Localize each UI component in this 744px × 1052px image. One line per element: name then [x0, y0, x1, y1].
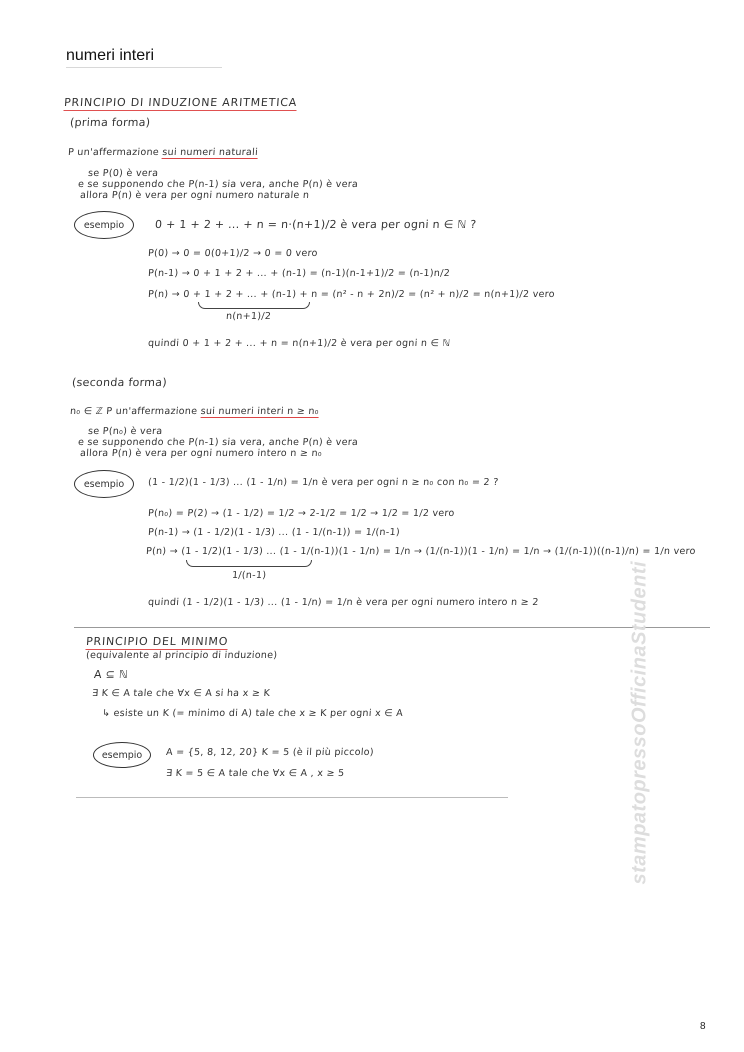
section2-line: allora P(n) è vera per ogni numero intero n ≥ n₀: [79, 448, 323, 459]
conclusion: quindi (1 - 1/2)(1 - 1/3) ... (1 - 1/n) = 1/n è vera per ogni numero intero n ≥ 2: [147, 597, 539, 608]
example-line: ∃ K = 5 ∈ A tale che ∀x ∈ A , x ≥ 5: [165, 768, 345, 779]
example-badge: esempio: [74, 211, 134, 239]
underbrace: [198, 302, 310, 309]
watermark-text: stampatopressoOfficinaStudenti: [628, 560, 651, 885]
example-badge: esempio: [74, 470, 134, 498]
proof-step: P(n₀) = P(2) → (1 - 1/2) = 1/2 → 2-1/2 = 1/2 → 1/2 = 1/2 vero: [147, 508, 455, 519]
brace-note: n(n+1)/2: [225, 311, 272, 322]
section-divider: [74, 627, 710, 628]
section2-intro-prefix: n₀ ∈ ℤ P un'affermazione: [69, 406, 198, 417]
section2-intro: [70, 406, 320, 417]
section2-line: e se supponendo che P(n-1) sia vera, anche P(n) è vera: [77, 437, 359, 448]
section3-line: A ⊆ ℕ: [93, 668, 129, 681]
section1-heading: PRINCIPIO DI INDUZIONE ARITMETICA: [63, 96, 298, 109]
brace-note: 1/(n-1): [231, 570, 267, 581]
conclusion: quindi 0 + 1 + 2 + ... + n = n(n+1)/2 è vera per ogni n ∈ ℕ: [147, 338, 451, 349]
section3-subheading: (equivalente al principio di induzione): [85, 650, 278, 661]
section1-subheading: (prima forma): [69, 116, 151, 129]
section2-subheading: (seconda forma): [71, 376, 168, 389]
example-line: A = {5, 8, 12, 20} K = 5 (è il più piccolo): [165, 747, 375, 758]
section1-line: allora P(n) è vera per ogni numero naturale n: [79, 190, 310, 201]
proof-step: P(n-1) → (1 - 1/2)(1 - 1/3) ... (1 - 1/(n-1)) = 1/(n-1): [147, 527, 401, 538]
underbrace: [186, 560, 312, 567]
proof-step: P(n) → (1 - 1/2)(1 - 1/3) ... (1 - 1/(n-1))(1 - 1/n) = 1/n → (1/(n-1))(1 - 1/n) = 1/n → (1/(n-1))((n-1)/n) = 1/n vero: [145, 546, 697, 557]
section1-intro-underlined: sui numeri naturali: [161, 147, 259, 158]
section1-line: e se supponendo che P(n-1) sia vera, anche P(n) è vera: [77, 179, 359, 190]
example-claim: (1 - 1/2)(1 - 1/3) ... (1 - 1/n) = 1/n è vera per ogni n ≥ n₀ con n₀ = 2 ?: [147, 477, 499, 488]
proof-step: P(n-1) → 0 + 1 + 2 + ... + (n-1) = (n-1)(n-1+1)/2 = (n-1)n/2: [147, 268, 451, 279]
title-divider: [66, 67, 222, 68]
page-number: 8: [700, 1021, 706, 1032]
section3-line: ↳ esiste un K (= minimo di A) tale che x ≥ K per ogni x ∈ A: [101, 708, 404, 719]
section1-intro-prefix: P un'affermazione: [67, 147, 160, 158]
section-divider: [76, 797, 508, 798]
page-title: numeri interi: [66, 47, 155, 64]
section3-line: ∃ K ∈ A tale che ∀x ∈ A si ha x ≥ K: [91, 688, 271, 699]
section1-intro: [68, 147, 259, 158]
section2-intro-underlined: sui numeri interi n ≥ n₀: [200, 406, 320, 417]
section3-heading: PRINCIPIO DEL MINIMO: [85, 635, 229, 648]
example-badge: esempio: [93, 742, 151, 768]
proof-step: P(0) → 0 = 0(0+1)/2 → 0 = 0 vero: [147, 248, 319, 259]
proof-step: P(n) → 0 + 1 + 2 + ... + (n-1) + n = (n² - n + 2n)/2 = (n² + n)/2 = n(n+1)/2 vero: [147, 289, 556, 300]
example-claim: 0 + 1 + 2 + ... + n = n·(n+1)/2 è vera per ogni n ∈ ℕ ?: [154, 218, 477, 231]
section2-line: se P(n₀) è vera: [87, 426, 163, 437]
section1-line: se P(0) è vera: [87, 168, 159, 179]
